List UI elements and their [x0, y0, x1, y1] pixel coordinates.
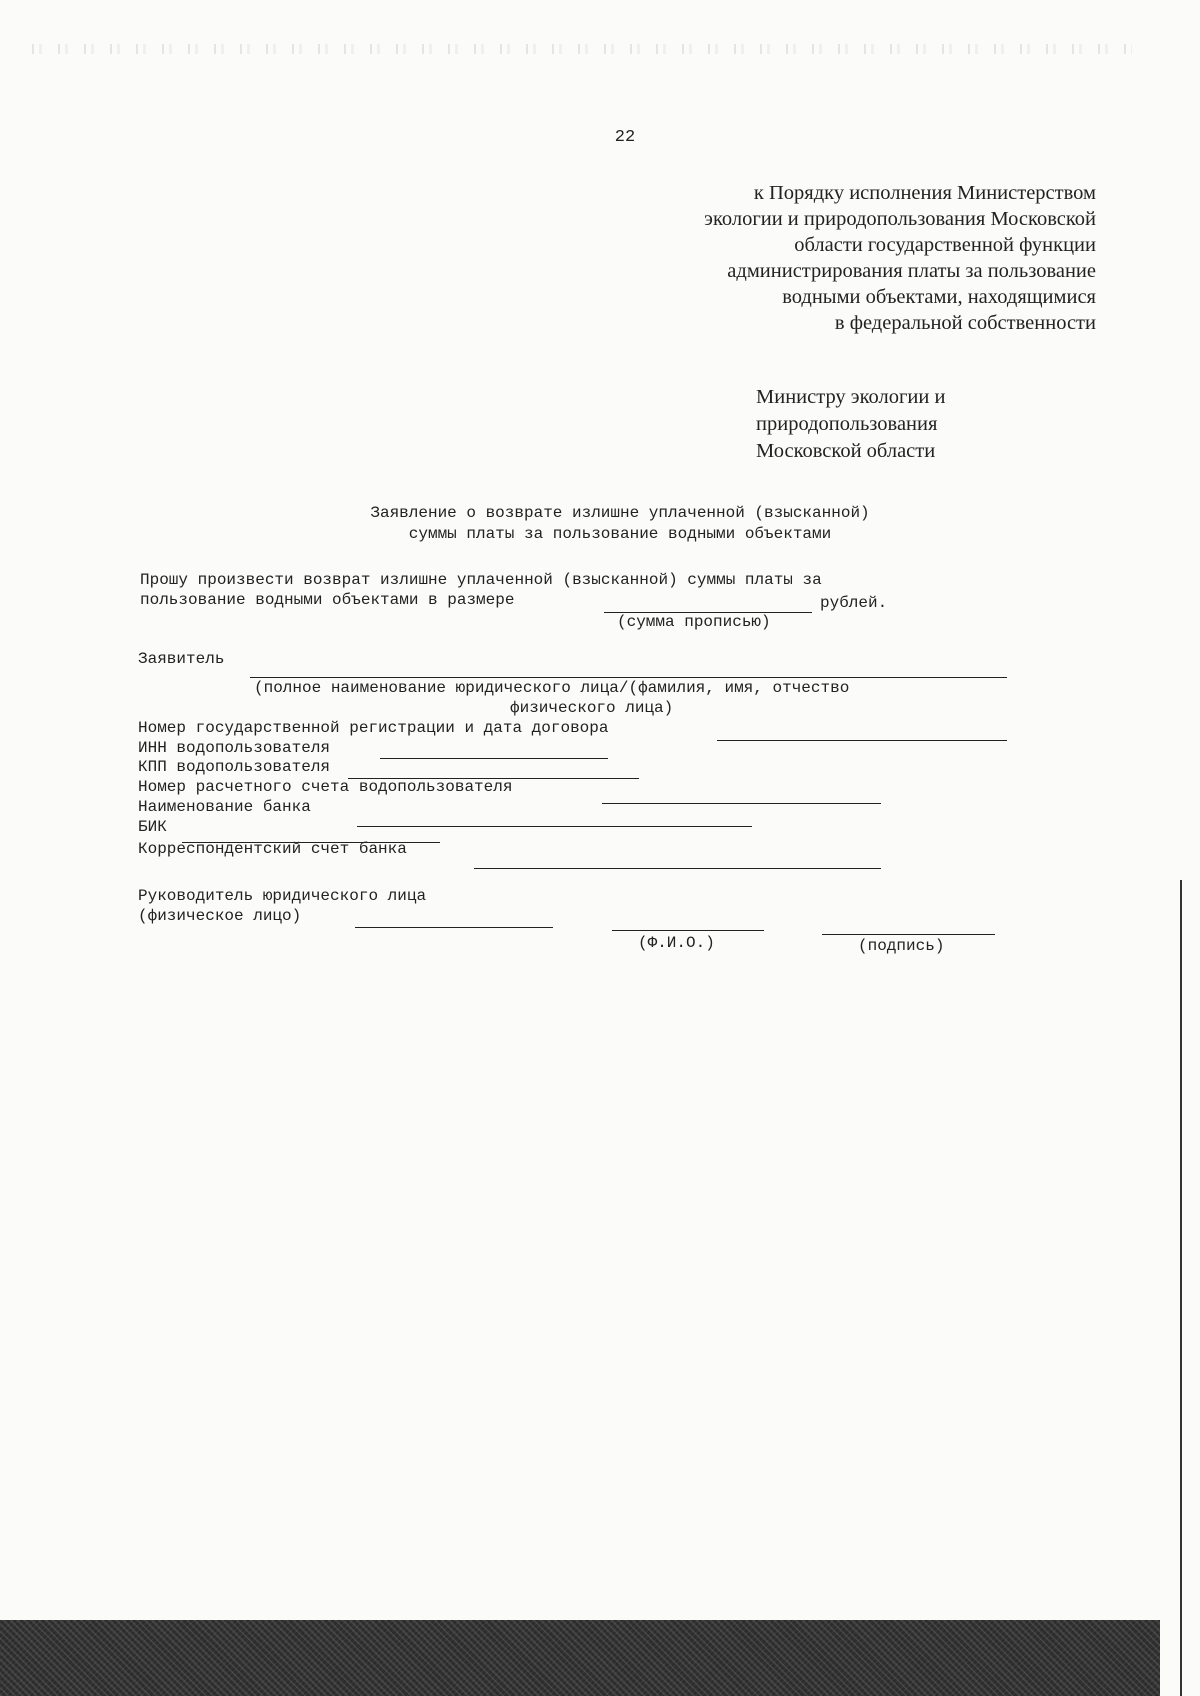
inn-label: ИНН водопользователя — [138, 739, 331, 757]
registration-label: Номер государственной регистрации и дата договора — [138, 719, 609, 737]
inn-field[interactable] — [380, 758, 608, 759]
request-line-2-suffix: рублей. — [820, 594, 888, 612]
kpp-label: КПП водопользователя — [138, 758, 331, 776]
bank-label: Наименование банка — [138, 798, 311, 816]
applicant-label: Заявитель — [138, 650, 225, 668]
appendix-reference — [600, 180, 1096, 336]
appendix-line: администрирования платы за пользование — [727, 260, 1096, 282]
scan-noise-top — [32, 44, 1132, 54]
signature-label-2: (физическое лицо) — [138, 907, 302, 925]
appendix-line: к Порядку исполнения Министерством — [753, 182, 1096, 204]
bank-field[interactable] — [357, 826, 752, 827]
page-number: 22 — [614, 128, 636, 147]
addressee-line: природопользования — [756, 413, 938, 435]
applicant-field[interactable] — [250, 677, 1007, 678]
signature-label-1: Руководитель юридического лица — [138, 887, 427, 905]
document-title — [260, 503, 980, 545]
bik-label: БИК — [138, 818, 167, 836]
account-label: Номер расчетного счета водопользователя — [138, 778, 513, 796]
registration-field[interactable] — [717, 740, 1007, 741]
fio-hint: (Ф.И.О.) — [638, 934, 715, 952]
applicant-hint-2: физического лица) — [510, 699, 674, 717]
corr-account-label: Корреспондентский счет банка — [138, 840, 407, 858]
scan-edge-line — [1180, 880, 1182, 1696]
applicant-hint: (полное наименование юридического лица/(фамилия, имя, отчество — [254, 679, 850, 697]
appendix-line: водными объектами, находящимися — [782, 286, 1096, 308]
request-line-1: Прошу произвести возврат излишне уплаченной (взысканной) суммы платы за — [140, 571, 822, 589]
title-line: суммы платы за пользование водными объектами — [408, 525, 832, 543]
appendix-line: в федеральной собственности — [834, 312, 1096, 334]
fio-field[interactable] — [612, 930, 764, 931]
scan-bottom-band — [0, 1620, 1160, 1696]
signature-hint: (подпись) — [858, 937, 945, 955]
appendix-line: экологии и природопользования Московской — [704, 208, 1096, 230]
request-line-2-prefix: пользование водными объектами в размере — [140, 591, 515, 609]
title-line: Заявление о возврате излишне уплаченной (взысканной) — [370, 504, 870, 522]
amount-hint: (сумма прописью) — [617, 613, 771, 631]
appendix-line: области государственной функции — [794, 234, 1096, 256]
addressee-block — [756, 384, 945, 465]
account-field[interactable] — [602, 803, 881, 804]
position-field[interactable] — [355, 927, 553, 928]
signature-field[interactable] — [822, 934, 995, 935]
addressee-line: Министру экологии и — [756, 386, 946, 408]
addressee-line: Московской области — [756, 440, 936, 462]
corr-account-field[interactable] — [474, 868, 881, 869]
